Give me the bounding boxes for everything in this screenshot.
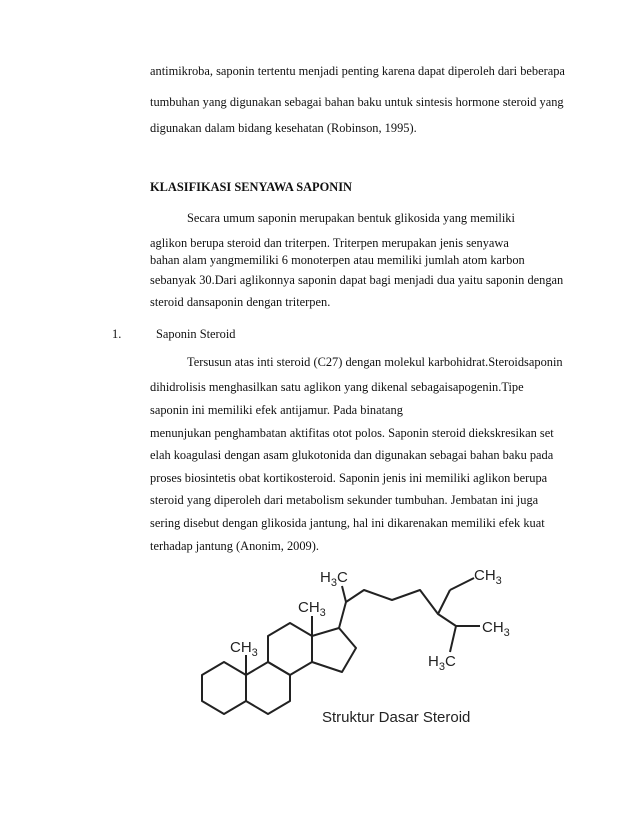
ethyl-end-bond — [450, 578, 474, 590]
subsection-line-3: saponin ini memiliki efek antijamur. Pada binatang — [150, 403, 403, 417]
label-ch3-top-right: $CH_3$ — [474, 567, 502, 587]
label-h3c-bottom: $H_3C$ — [428, 653, 456, 673]
section-heading: KLASIFIKASI SENYAWA SAPONIN — [150, 180, 352, 194]
subsection-line-5: elah koagulasi dengan asam glukotonida dan digunakan sebagai bahan baku pada — [150, 448, 554, 462]
label-h3c-top: $H_3C$ — [320, 569, 348, 589]
subsection-line-9: terhadap jantung (Anonim, 2009). — [150, 539, 319, 553]
subsection-line-2: dihidrolisis menghasilkan satu aglikon yang dikenal sebagaisapogenin.Tipe — [150, 380, 524, 394]
section-line-4: sebanyak 30.Dari aglikonnya saponin dapat bagi menjadi dua yaitu saponin dengan — [150, 273, 564, 287]
subsection-title: Saponin Steroid — [156, 327, 236, 341]
subsection-line-7: steroid yang diperoleh dari metabolism sekunder tumbuhan. Jembatan ini juga — [150, 493, 539, 507]
subsection-line-6: proses biosintetis obat kortikosteroid. Saponin jenis ini memiliki aglikon berupa — [150, 471, 548, 485]
isopropyl-bond-down — [450, 626, 456, 652]
intro-line-2: tumbuhan yang digunakan sebagai bahan baku untuk sintesis hormone steroid yang — [150, 95, 564, 109]
ring-a — [202, 662, 246, 714]
side-chain — [339, 590, 456, 628]
ring-b — [246, 662, 290, 714]
section-line-5: steroid dansaponin dengan triterpen. — [150, 295, 331, 309]
intro-line-3: digunakan dalam bidang kesehatan (Robinson, 1995). — [150, 121, 417, 135]
intro-line-1: antimikroba, saponin tertentu menjadi penting karena dapat diperoleh dari beberapa — [150, 64, 565, 78]
subsection-line-1: Tersusun atas inti steroid (C27) dengan molekul karbohidrat.Steroidsaponin — [187, 355, 563, 369]
figure-caption: Struktur Dasar Steroid — [322, 709, 471, 726]
ring-d — [312, 628, 356, 672]
label-ch3-mid-right: $CH_3$ — [482, 619, 510, 639]
h3c-top-bond — [342, 586, 346, 602]
subsection-line-4: menunjukan penghambatan aktifitas otot polos. Saponin steroid diekskresikan set — [150, 426, 554, 440]
label-ch3-ring-a: $CH_3$ — [230, 639, 258, 659]
subsection-line-8: sering disebut dengan glikosida jantung, hal ini dikarenakan memiliki efek kuat — [150, 516, 545, 530]
label-ch3-ring-d: $CH_3$ — [298, 599, 326, 619]
section-line-1: Secara umum saponin merupakan bentuk glikosida yang memiliki — [187, 211, 515, 225]
steroid-structure-figure — [174, 560, 528, 740]
section-line-2: aglikon berupa steroid dan triterpen. Triterpen merupakan jenis senyawa — [150, 236, 509, 250]
subsection-number: 1. — [112, 327, 122, 341]
section-line-3: bahan alam yangmemiliki 6 monoterpen atau memiliki jumlah atom karbon — [150, 253, 525, 267]
ring-c — [268, 623, 312, 675]
ethyl-bond — [438, 590, 450, 614]
